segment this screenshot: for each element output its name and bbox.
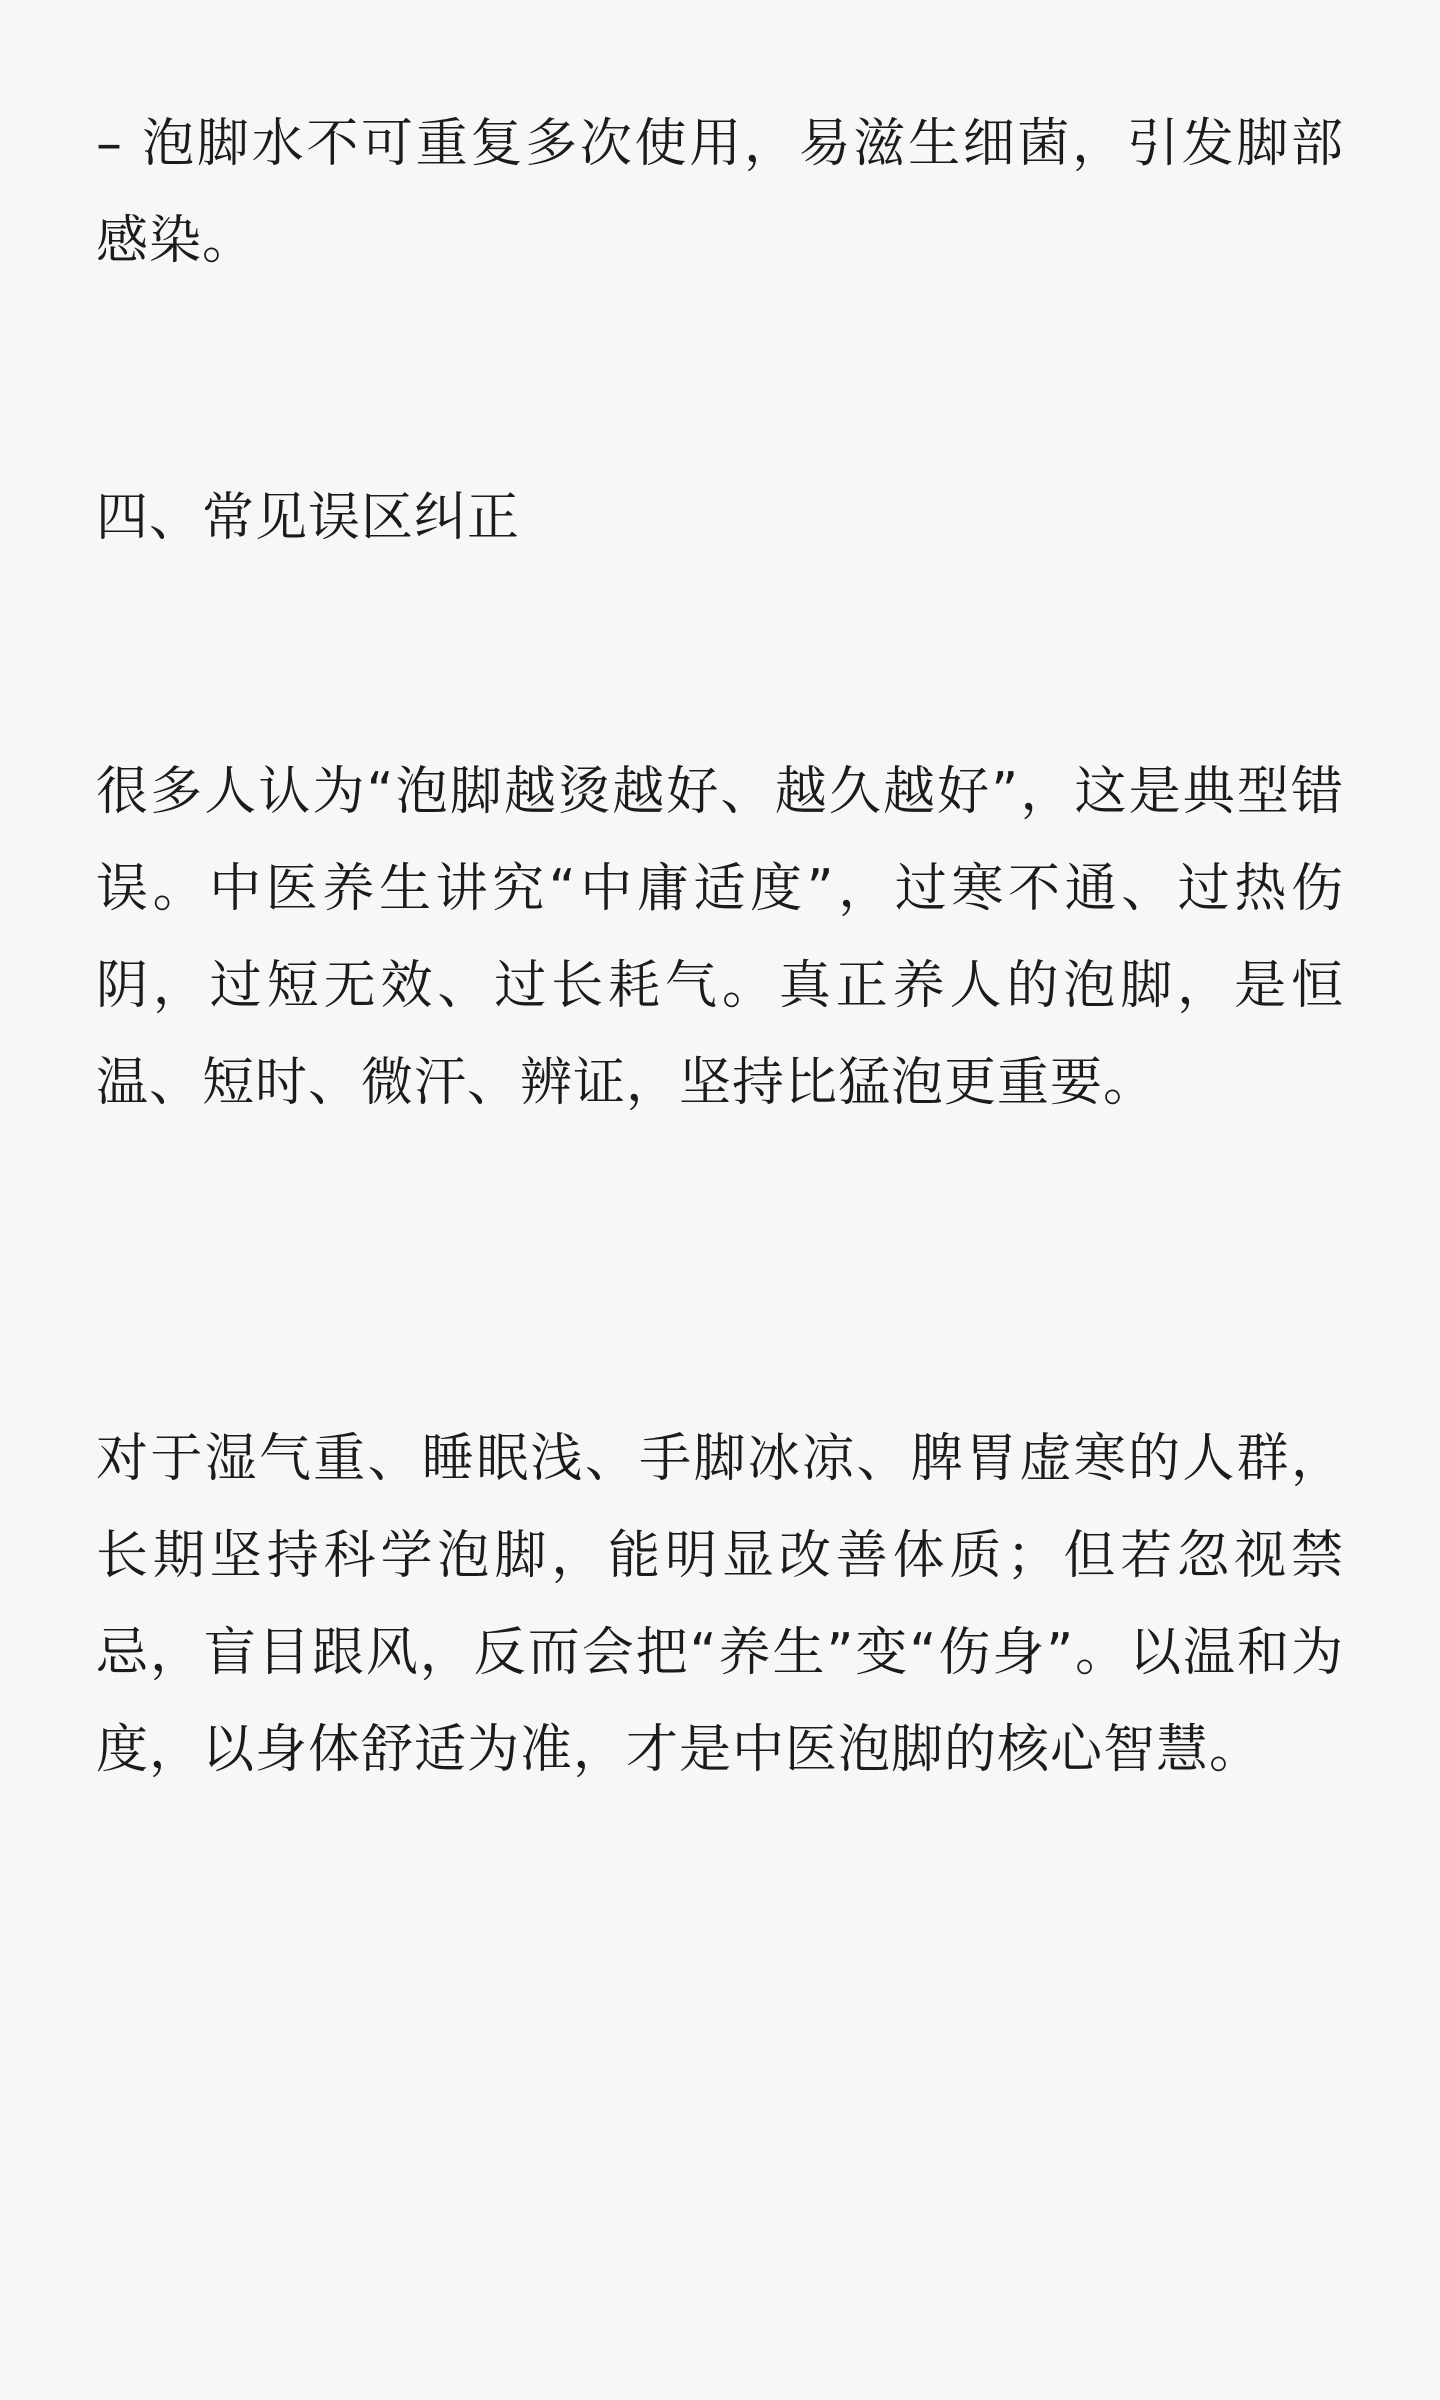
section-heading: 四、常见误区纠正: [96, 488, 521, 548]
misconception-paragraph: 很多人认为“泡脚越烫越好、越久越好”，这是典型错误。中医养生讲究“中庸适度”，过寒不通、过热伤阴，过短无效、过长耗气。真正养人的泡脚，是恒温、短时、微汗、辨证，坚持比猛泡更重要。: [96, 762, 1344, 1113]
conclusion-paragraph: 对于湿气重、睡眠浅、手脚冰凉、脾胃虚寒的人群，长期坚持科学泡脚，能明显改善体质；但若忽视禁忌，盲目跟风，反而会把“养生”变“伤身”。以温和为度，以身体舒适为准，才是中医泡脚的核心智慧。: [96, 1429, 1344, 1780]
note-paragraph: – 泡脚水不可重复多次使用，易滋生细菌，引发脚部感染。: [96, 114, 1344, 271]
